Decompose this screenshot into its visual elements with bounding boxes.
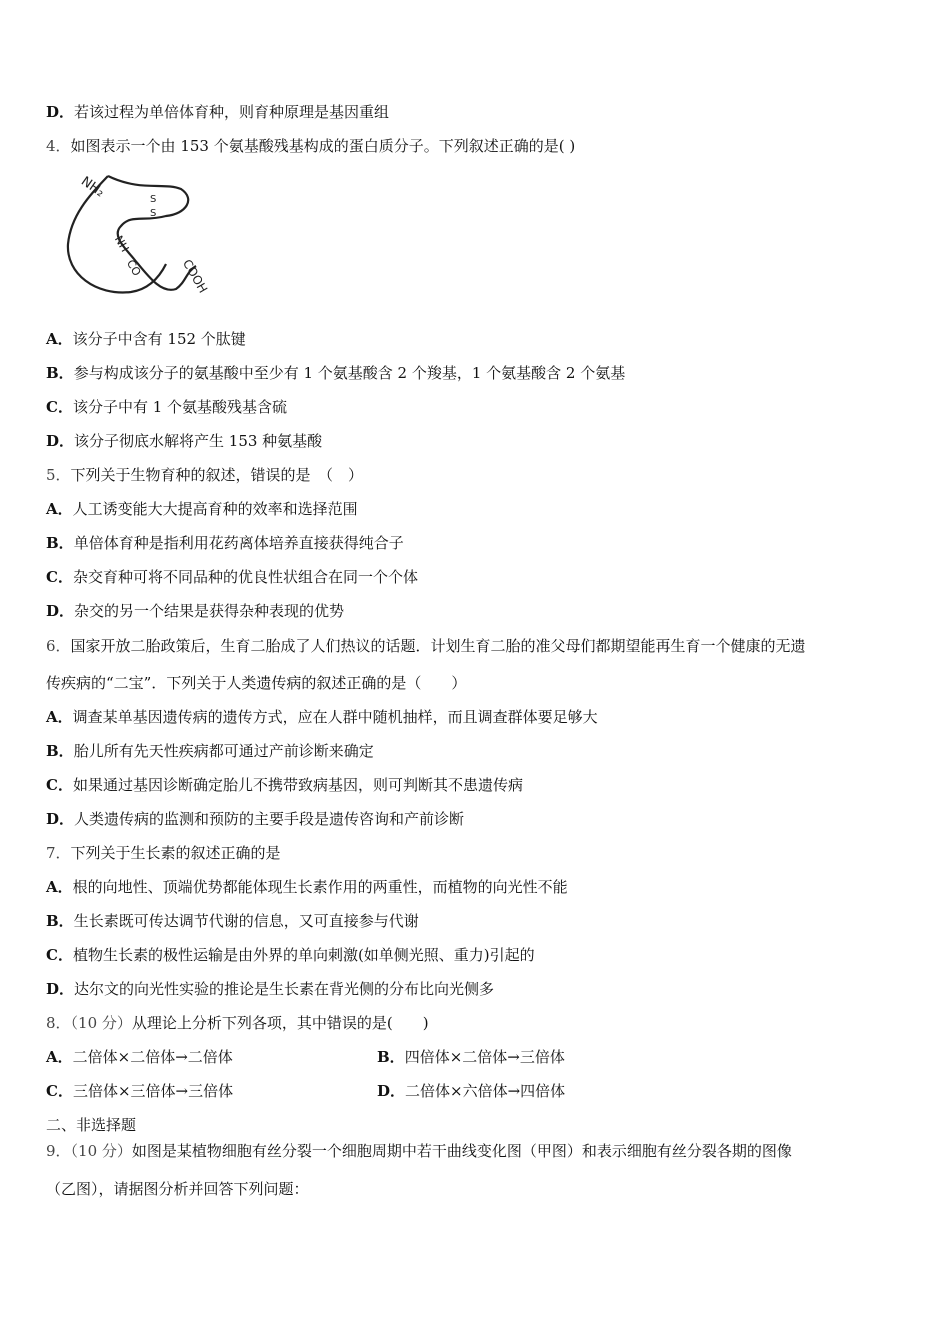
question-4 — [46, 136, 575, 156]
cooh-label: COOH — [179, 257, 211, 296]
option-text: 二倍体×六倍体→四倍体 — [405, 1082, 566, 1100]
option-letter: B． — [377, 1048, 405, 1066]
option-text: 人类遗传病的监测和预防的主要手段是遗传咨询和产前诊断 — [74, 810, 465, 828]
question-4-option-c — [46, 397, 287, 417]
option-letter: B． — [46, 912, 74, 930]
option-text: 参与构成该分子的氨基酸中至少有 1 个氨基酸含 2 个羧基，1 个氨基酸含 2 个氨基 — [73, 364, 626, 382]
disulfide-s1: S — [150, 194, 157, 205]
question-6 — [46, 636, 806, 656]
question-5 — [46, 465, 363, 485]
question-8-option-b — [377, 1047, 565, 1067]
option-text: 杂交育种可将不同品种的优良性状组合在同一个个体 — [72, 568, 418, 586]
option-letter: B． — [46, 534, 74, 552]
option-letter: A． — [46, 708, 73, 726]
option-text: 植物生长素的极性运输是由外界的单向刺激(如单侧光照、重力)引起的 — [72, 946, 535, 964]
option-letter: D． — [46, 810, 75, 828]
question-7-option-c — [46, 945, 535, 965]
question-text: （乙图），请据图分析并回答下列问题： — [46, 1180, 309, 1198]
option-text: 如果通过基因诊断确定胎儿不携带致病基因，则可判断其不患遗传病 — [72, 776, 523, 794]
question-number: 5． — [46, 466, 71, 484]
option-letter: D． — [46, 980, 75, 998]
co-label: CO — [123, 257, 144, 279]
question-4-option-a — [46, 329, 246, 349]
question-text: 从理论上分析下列各项，其中错误的是( ) — [131, 1014, 429, 1032]
option-text: 二倍体×二倍体→二倍体 — [72, 1048, 233, 1066]
question-text: 下列关于生长素的叙述正确的是 — [70, 844, 281, 862]
option-d-line — [46, 102, 389, 122]
option-text: 该分子彻底水解将产生 153 种氨基酸 — [74, 432, 323, 450]
option-text: 该分子中有 1 个氨基酸残基含硫 — [72, 398, 288, 416]
option-letter: D． — [46, 602, 75, 620]
option-text: 调查某单基因遗传病的遗传方式，应在人群中随机抽样，而且调查群体要足够大 — [72, 708, 598, 726]
question-5-option-b — [46, 533, 404, 553]
option-letter: A． — [46, 1048, 73, 1066]
option-text: 根的向地性、顶端优势都能体现生长素作用的两重性，而植物的向光性不能 — [72, 878, 568, 896]
option-letter: A． — [46, 330, 73, 348]
option-letter: A． — [46, 878, 73, 896]
option-text: 胎儿所有先天性疾病都可通过产前诊断来确定 — [73, 742, 374, 760]
option-letter: C． — [46, 398, 73, 416]
question-4-option-d — [46, 431, 322, 451]
question-text: 如图是某植物细胞有丝分裂一个细胞周期中若干曲线变化图（甲图）和表示细胞有丝分裂各期的图像 — [131, 1142, 792, 1160]
option-letter: C． — [46, 946, 73, 964]
question-text: 国家开放二胎政策后，生育二胎成了人们热议的话题．计划生育二胎的准父母们都期望能再生育一个健康的无遗 — [70, 637, 806, 655]
question-number: 4． — [46, 137, 71, 155]
option-letter: D． — [46, 432, 75, 450]
question-5-option-a — [46, 499, 358, 519]
question-5-option-c — [46, 567, 418, 587]
question-8-option-c — [46, 1081, 233, 1101]
question-7-option-b — [46, 911, 419, 931]
question-8-option-a — [46, 1047, 233, 1067]
question-8 — [46, 1013, 429, 1033]
question-5-option-d — [46, 601, 344, 621]
question-6-continued — [46, 673, 466, 693]
option-letter: D． — [377, 1082, 406, 1100]
option-text: 杂交的另一个结果是获得杂种表现的优势 — [74, 602, 345, 620]
option-letter: A． — [46, 500, 73, 518]
question-6-option-d — [46, 809, 464, 829]
section-title: 二、非选择题 — [46, 1116, 137, 1134]
question-8-option-d — [377, 1081, 565, 1101]
option-text: 人工诱变能大大提高育种的效率和选择范围 — [72, 500, 358, 518]
question-6-option-a — [46, 707, 598, 727]
option-text: 三倍体×三倍体→三倍体 — [72, 1082, 234, 1100]
question-number: 8．（10 分） — [46, 1014, 132, 1032]
option-text: 生长素既可传达调节代谢的信息，又可直接参与代谢 — [73, 912, 419, 930]
option-text: 若该过程为单倍体育种，则育种原理是基因重组 — [74, 103, 390, 121]
question-number: 7． — [46, 844, 71, 862]
option-text: 该分子中含有 152 个肽键 — [72, 330, 246, 348]
question-7-option-d — [46, 979, 494, 999]
question-7-option-a — [46, 877, 568, 897]
question-7 — [46, 843, 281, 863]
protein-diagram — [46, 164, 216, 304]
question-6-option-c — [46, 775, 523, 795]
option-text: 四倍体×二倍体→三倍体 — [404, 1048, 565, 1066]
question-text: 传疾病的“二宝”．下列关于人类遗传病的叙述正确的是（ ） — [46, 674, 467, 692]
question-text: 如图表示一个由 153 个氨基酸残基构成的蛋白质分子。下列叙述正确的是( ) — [70, 137, 576, 155]
option-letter: C． — [46, 1082, 73, 1100]
option-text: 达尔文的向光性实验的推论是生长素在背光侧的分布比向光侧多 — [74, 980, 495, 998]
nh2-label: NH₂ — [78, 173, 107, 201]
section-heading — [46, 1115, 136, 1135]
question-text: 下列关于生物育种的叙述，错误的是 （ ） — [70, 466, 364, 484]
question-9-continued — [46, 1179, 309, 1199]
nh-label: NH — [111, 233, 132, 255]
question-6-option-b — [46, 741, 374, 761]
option-letter: C． — [46, 568, 73, 586]
option-letter: B． — [46, 364, 74, 382]
question-9 — [46, 1141, 792, 1161]
option-letter: B． — [46, 742, 74, 760]
disulfide-s2: S — [150, 208, 157, 219]
question-4-option-b — [46, 363, 625, 383]
option-letter: D． — [46, 103, 75, 121]
question-number: 9．（10 分） — [46, 1142, 132, 1160]
option-letter: C． — [46, 776, 73, 794]
option-text: 单倍体育种是指利用花药离体培养直接获得纯合子 — [73, 534, 404, 552]
question-number: 6． — [46, 637, 71, 655]
